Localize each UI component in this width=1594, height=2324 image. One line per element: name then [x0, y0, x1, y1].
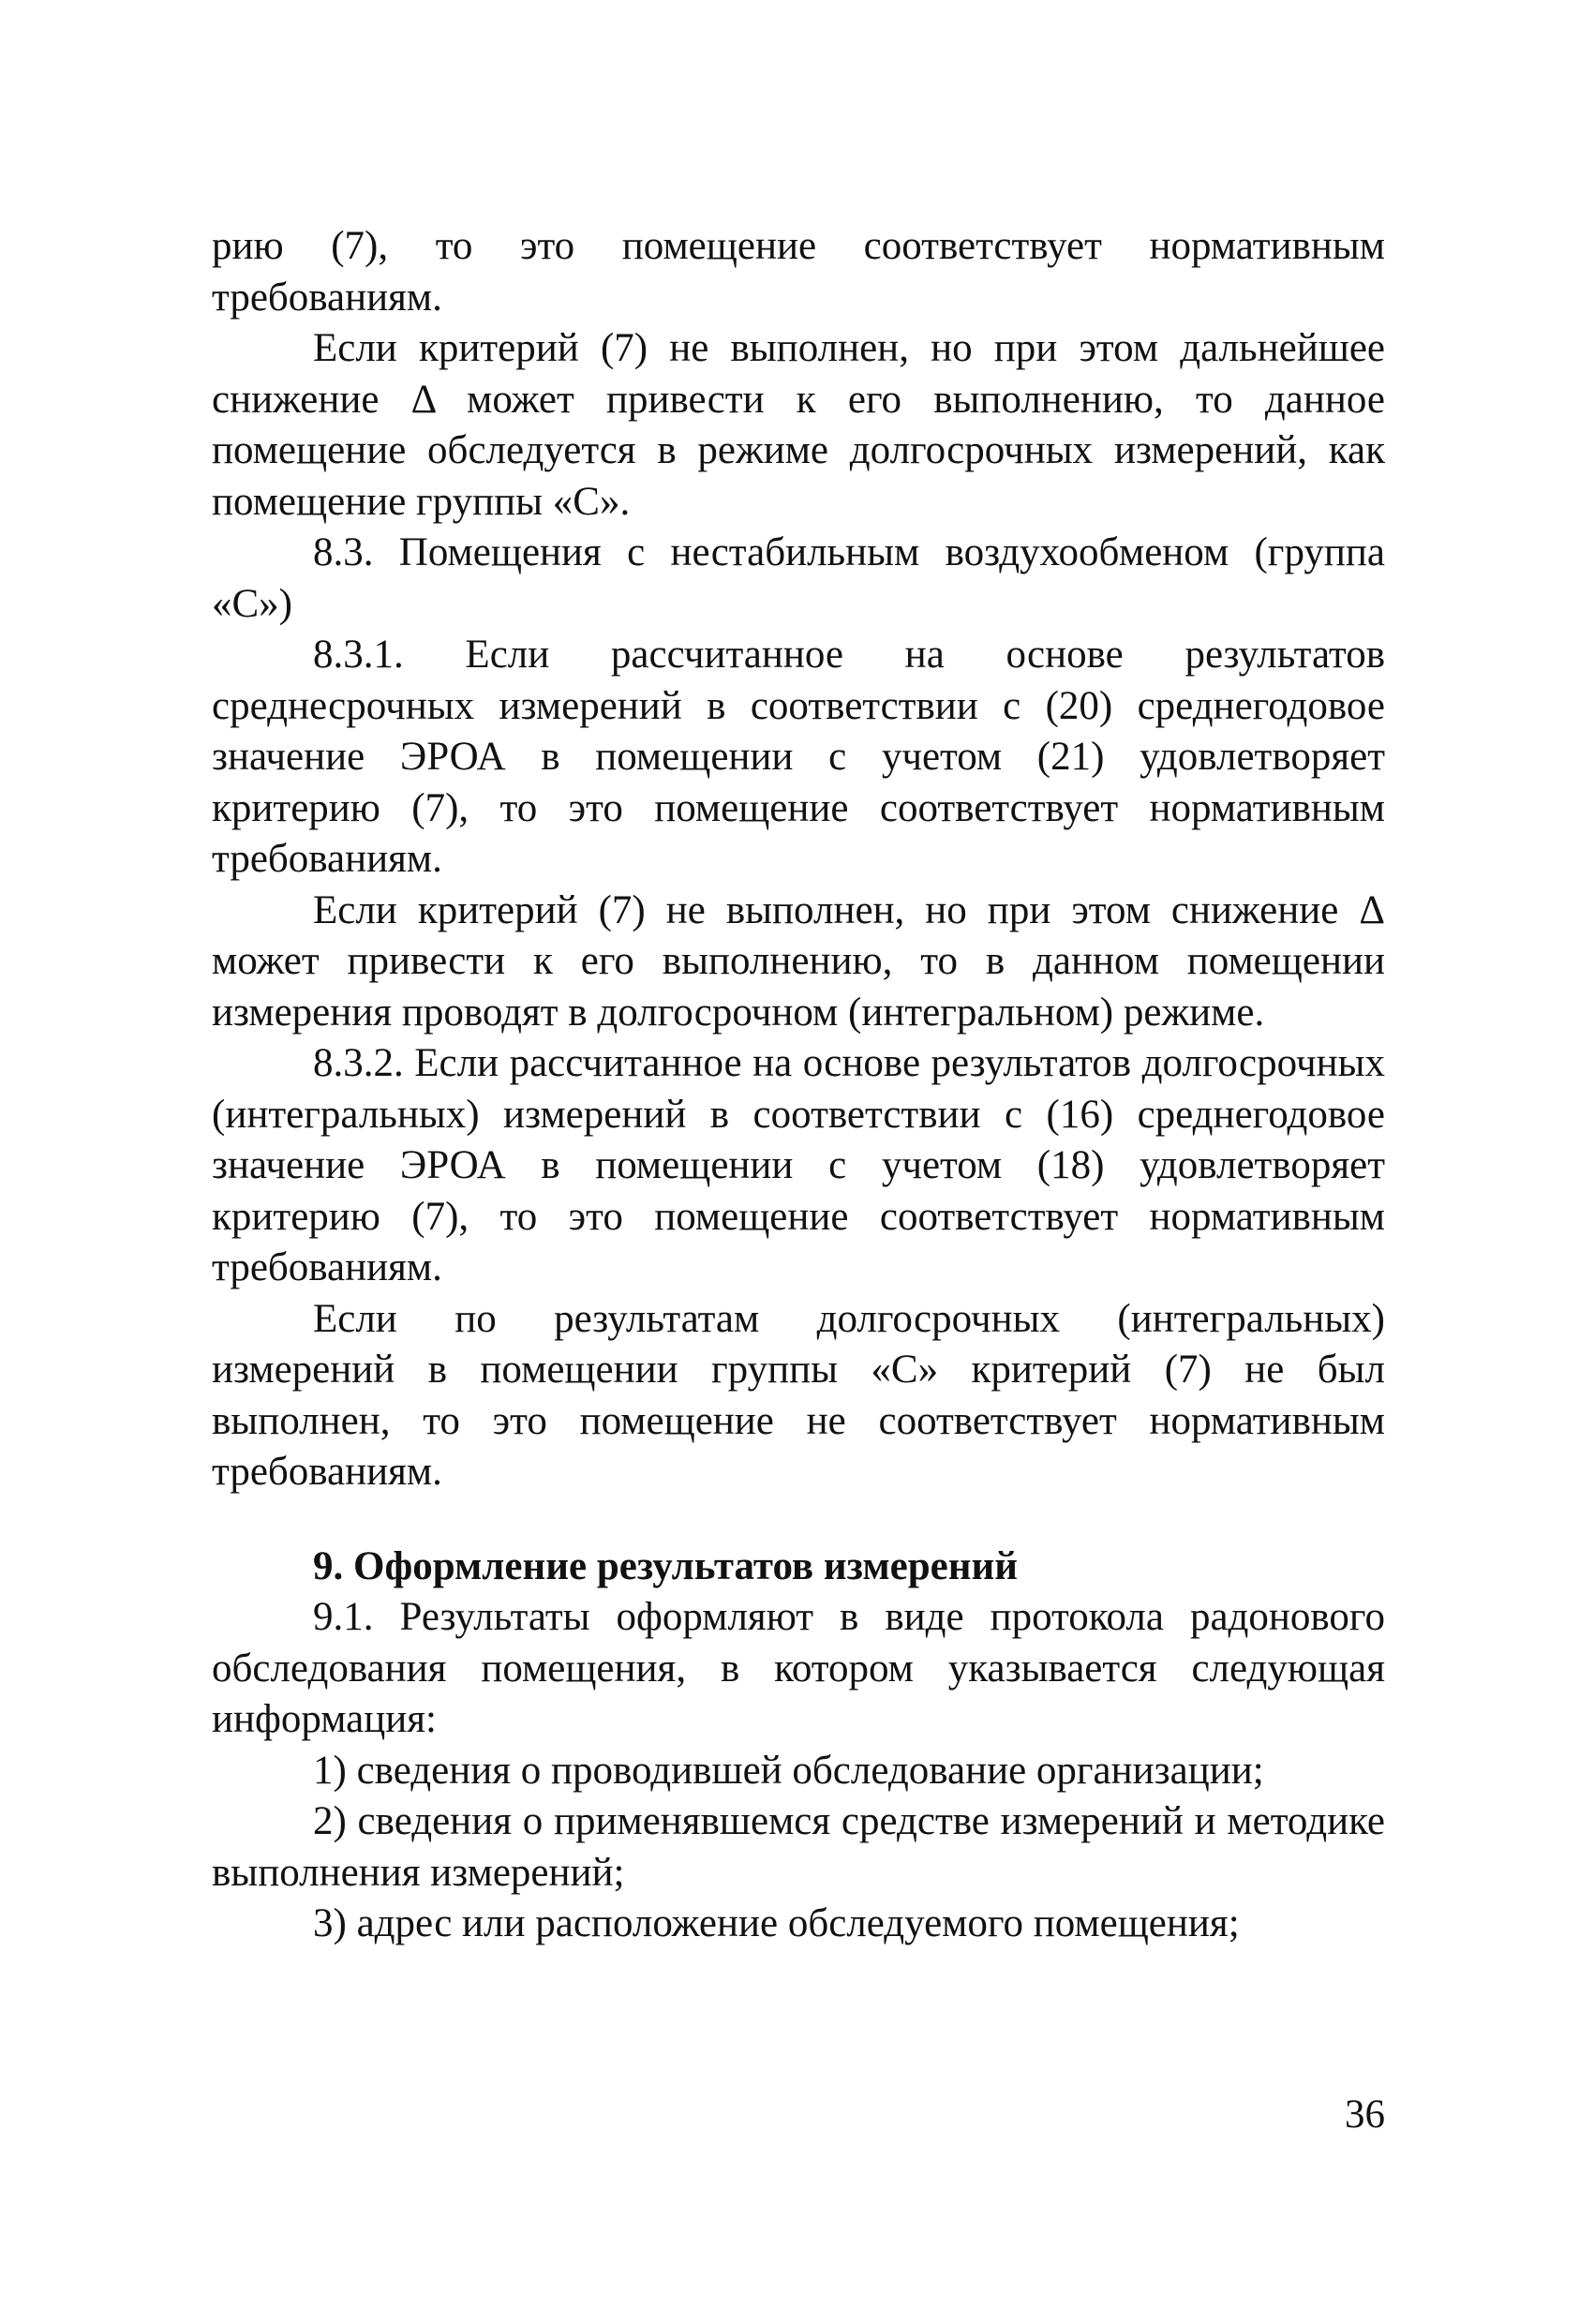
list-item: 3) адрес или расположение обследуемого помещения; — [313, 1901, 1240, 1945]
paragraph: Если критерий (7) не выполнен, но при этом снижение Δ может привести к его выполнению, то в данном помещении измерения проводят в долгосрочном (интегральном) режиме. — [212, 887, 1385, 1035]
section-spacer — [212, 1498, 1385, 1542]
list-item: 2) сведения о применявшемся средстве измерений и методике выполнения измерений; — [212, 1799, 1385, 1895]
page-number: 36 — [1345, 2093, 1385, 2137]
document-body — [212, 221, 1385, 1950]
section-heading: 9. Оформление результатов измерений — [313, 1543, 1019, 1588]
list-item: 1) сведения о проводившей обследование организации; — [313, 1748, 1264, 1793]
paragraph: 8.3.2. Если рассчитанное на основе результатов долгосрочных (интегральных) измерений в соответствии с (16) среднегодовое значение ЭРОА в помещении с учетом (18) удовлетворяет критерию (7), то это помещение соответствует нормативным требованиям. — [212, 1041, 1385, 1289]
paragraph: 8.3.1. Если рассчитанное на основе результатов среднесрочных измерений в соответствии с (20) среднегодовое значение ЭРОА в помещении с учетом (21) удовлетворяет критерию (7), то это помещение соответствует нормативным требованиям. — [212, 633, 1385, 881]
paragraph: Если критерий (7) не выполнен, но при этом дальнейшее снижение Δ может привести к его выполнению, то данное помещение обследуется в режиме долгосрочных измерений, как помещение группы «С». — [212, 326, 1385, 524]
subsection-title: 8.3. Помещения с нестабильным воздухообменом (группа «С») — [212, 530, 1385, 626]
paragraph: рию (7), то это помещение соответствует нормативным требованиям. — [212, 224, 1385, 320]
paragraph: 9.1. Результаты оформляют в виде протокола радонового обследования помещения, в котором указывается следующая информация: — [212, 1595, 1385, 1741]
paragraph: Если по результатам долгосрочных (интегральных) измерений в помещении группы «С» критерий (7) не был выполнен, то это помещение не соответствует нормативным требованиям. — [212, 1296, 1385, 1494]
